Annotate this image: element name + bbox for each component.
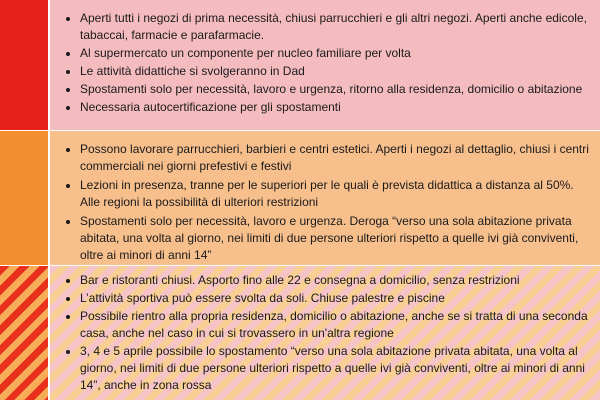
list-item: • Possono lavorare parrucchieri, barbieri e centri estetici. Aperti i negozi al dettaglio, chiusi i centri commerciali nei giorni prefestivi e festivi: [80, 141, 590, 175]
list-item: • Spostamenti solo per necessità, lavoro e urgenza, ritorno alla residenza, domicilio o abitazione: [80, 81, 590, 98]
orange-zone-rules: [48, 131, 600, 265]
list-item: • Le attività didattiche si svolgeranno in Dad: [80, 63, 590, 80]
list-item: • Bar e ristoranti chiusi. Asporto fino alle 22 e consegna a domicilio, senza restrizioni: [80, 272, 590, 289]
red-orange-zone-rules-list: [58, 272, 590, 394]
orange-zone-color-swatch: [0, 131, 48, 265]
list-item: • Necessaria autocertificazione per gli spostamenti: [80, 99, 590, 116]
red-orange-striped-swatch: [0, 266, 48, 400]
orange-zone-rules-list: [58, 141, 590, 264]
list-item: • Possibile rientro alla propria residenza, domicilio o abitazione, anche se si tratta di una seconda casa, anche nel caso in cui si trovassero in un'altra regione: [80, 308, 590, 342]
red-zone-rules: [48, 0, 600, 130]
red-zone-row: [0, 0, 600, 131]
list-item: • L’attività sportiva può essere svolta da soli. Chiuse palestre e piscine: [80, 290, 590, 307]
orange-zone-row: [0, 131, 600, 266]
red-zone-rules-list: [58, 10, 590, 116]
red-orange-zone-row: [0, 266, 600, 400]
list-item: • Spostamenti solo per necessità, lavoro e urgenza. Deroga “verso una sola abitazione privata abitata, una volta al giorno, nei limiti di due persone ulteriori rispetto a quelle ivi già conviventi, oltre ai minori di anni 14”: [80, 213, 590, 264]
list-item: • Al supermercato un componente per nucleo familiare per volta: [80, 45, 590, 62]
red-zone-color-swatch: [0, 0, 48, 130]
red-orange-zone-rules: [48, 266, 600, 400]
list-item: • 3, 4 e 5 aprile possibile lo spostamento “verso una sola abitazione privata abitata, una volta al giorno, nei limiti di due persone ulteriori rispetto a quelle ivi già conviventi, oltre ai minori di anni 14”, anche in zona rossa: [80, 343, 590, 394]
list-item: • Lezioni in presenza, tranne per le superiori per le quali è prevista didattica a distanza al 50%. Alle regioni la possibilità di ulteriori restrizioni: [80, 177, 590, 211]
list-item: • Aperti tutti i negozi di prima necessità, chiusi parrucchieri e gli altri negozi. Aperti anche edicole, tabaccai, farmacie e parafarmacie.: [80, 10, 590, 44]
